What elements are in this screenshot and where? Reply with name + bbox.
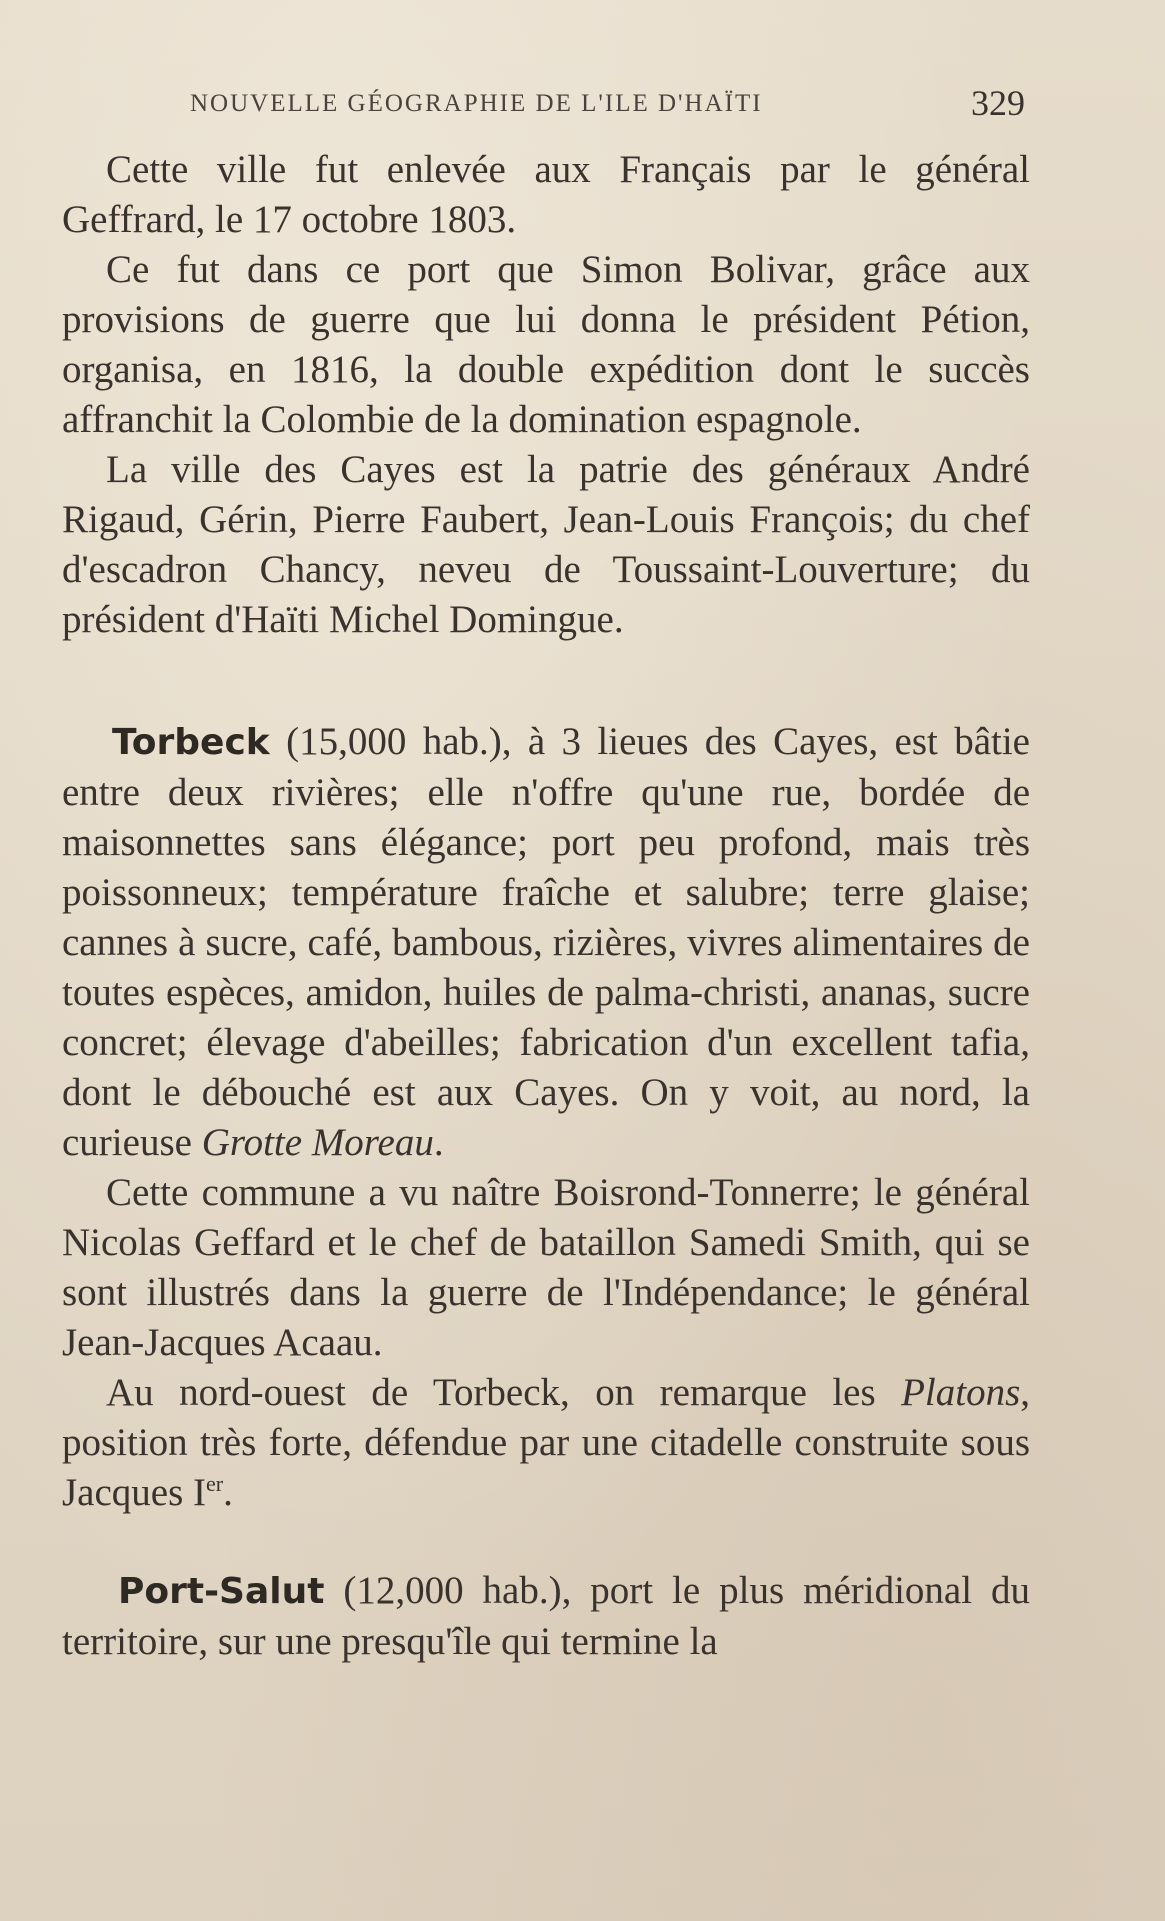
paragraph-cayes-natives: [62, 445, 1030, 645]
paragraph-text: Au nord-ouest de Torbeck, on remarque les: [106, 1371, 902, 1414]
entry-name-torbeck: Torbeck: [112, 722, 270, 763]
paragraph-text: Ce fut dans ce port que Simon Bolivar, grâce aux provisions de guerre que lui donna le président Pétion, organisa, en 1816, la double expédition dont le succès affranchit la Colombie de la domination espagnole.: [62, 248, 1030, 441]
paragraph-bolivar: [62, 245, 1030, 445]
entry-name-port-salut: Port-Salut: [118, 1571, 325, 1612]
page-header: [190, 78, 1025, 128]
paragraph-platons: [62, 1368, 1030, 1518]
paragraph-torbeck-natives: [62, 1168, 1030, 1368]
page-number: 329: [971, 83, 1025, 123]
grotte-moreau-italic: Grotte Moreau: [201, 1121, 434, 1164]
entry-text-end: .: [433, 1121, 444, 1164]
platons-italic: Platons: [901, 1371, 1021, 1414]
paragraph-text: Cette commune a vu naître Boisrond-Tonnerre; le général Nicolas Geffard et le chef de bataillon Samedi Smith, qui se sont illustrés dans la guerre de l'Indépendance; le général Jean-Jacques Acaau.: [62, 1171, 1030, 1364]
page-body: [62, 145, 1030, 1667]
entry-text: (12,000 hab.), port le plus méridional du territoire, sur une presqu'île qui termine la: [62, 1569, 1030, 1663]
entry-text: (15,000 hab.), à 3 lieues des Cayes, est bâtie entre deux rivières; elle n'offre qu'une rue, bordée de maisonnettes sans élégance; port peu profond, mais très poissonneux; température fraîche et salubre; terre glaise; cannes à sucre, café, bambous, rizières, vivres alimentaires de toutes espèces, amidon, huiles de palma-christi, ananas, sucre concret; élevage d'abeilles; fabrication d'un excellent tafia, dont le débouché est aux Cayes. On y voit, au nord, la curieuse: [62, 720, 1030, 1164]
entry-port-salut: [62, 1566, 1030, 1667]
entry-torbeck: [62, 717, 1030, 1168]
running-title: NOUVELLE GÉOGRAPHIE DE L'ILE D'HAÏTI: [190, 90, 763, 117]
superscript-er: er: [206, 1471, 224, 1496]
paragraph-text-end: .: [223, 1471, 233, 1514]
paragraph-text: La ville des Cayes est la patrie des généraux André Rigaud, Gérin, Pierre Faubert, Jean-Louis François; du chef d'escadron Chancy, neveu de Toussaint-Louverture; du président d'Haïti Michel Domingue.: [62, 448, 1030, 641]
paragraph-text: Cette ville fut enlevée aux Français par le général Geffrard, le 17 octobre 1803.: [62, 148, 1030, 241]
paragraph-geffrard: [62, 145, 1030, 245]
paragraph-text-mid: , position très forte, défendue par une citadelle construite sous Jacques I: [62, 1371, 1030, 1514]
